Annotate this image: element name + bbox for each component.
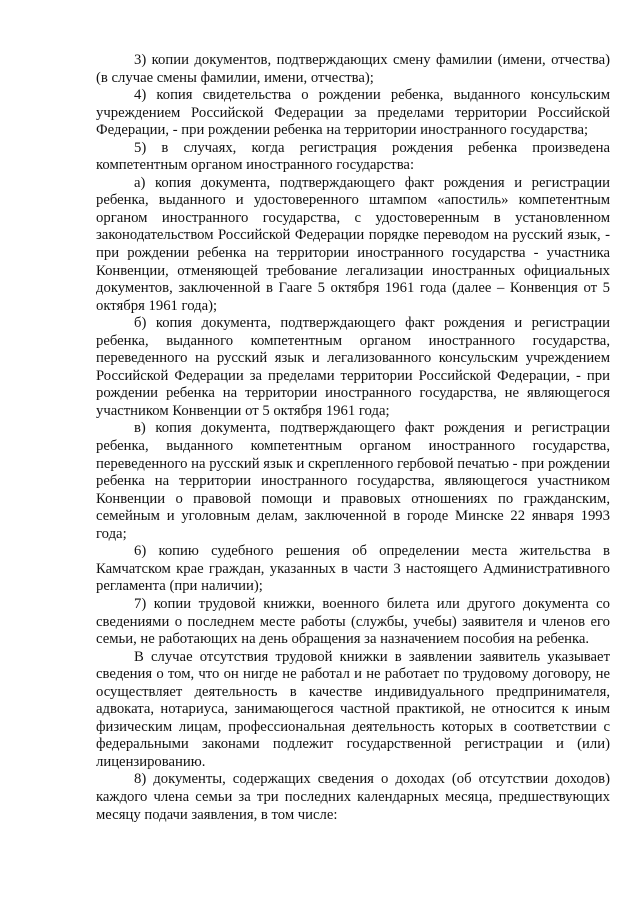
paragraph-item-5: 5) в случаях, когда регистрация рождения ребенка произведена компетентным органом иностранного государства: — [96, 139, 610, 174]
paragraph-item-5a: а) копия документа, подтверждающего факт рождения и регистрации ребенка, выданного и удостоверенного штампом «апостиль» компетентным органом иностранного государства, с удостоверенным в установленном законодательством Российской Федерации порядке переводом на русский язык, - при рождении ребенка на территории иностранного государства - участника Конвенции, отменяющей требование легализации иностранных официальных документов, заключенной в Гааге 5 октября 1961 года (далее – Конвенция от 5 октября 1961 года); — [96, 174, 610, 314]
paragraph-no-labor-book: В случае отсутствия трудовой книжки в заявлении заявитель указывает сведения о том, что он нигде не работал и не работает по трудовому договору, не осуществляет деятельность в качестве индивидуального предпринимателя, адвоката, нотариуса, занимающегося частной практикой, не относится к иным физическим лицам, профессиональная деятельность которых в соответствии с федеральными законами подлежит государственной регистрации и (или) лицензированию. — [96, 648, 610, 770]
paragraph-item-4: 4) копия свидетельства о рождении ребенка, выданного консульским учреждением Российской Федерации за пределами территории Российской Федерации, - при рождении ребенка на территории иностранного государства; — [96, 87, 610, 139]
paragraph-item-6: 6) копию судебного решения об определении места жительства в Камчатском крае граждан, указанных в части 3 настоящего Административного регламента (при наличии); — [96, 543, 610, 595]
paragraph-item-8: 8) документы, содержащих сведения о доходах (об отсутствии доходов) каждого члена семьи за три последних календарных месяца, предшествующих месяцу подачи заявления, в том числе: — [96, 771, 610, 823]
paragraph-item-5v: в) копия документа, подтверждающего факт рождения и регистрации ребенка, выданного компетентным органом иностранного государства, переведенного на русский язык и скрепленного гербовой печатью - при рождении ребенка на территории иностранного государства, являющегося участником Конвенции о правовой помощи и правовых отношениях по гражданским, семейным и уголовным делам, заключенной в городе Минске 22 января 1993 года; — [96, 420, 610, 542]
paragraph-item-3: 3) копии документов, подтверждающих смену фамилии (имени, отчества) (в случае смены фамилии, имени, отчества); — [96, 52, 610, 86]
document-page — [96, 52, 610, 824]
paragraph-item-7: 7) копии трудовой книжки, военного билета или другого документа со сведениями о последнем месте работы (службы, учебы) заявителя и членов его семьи, не работающих на день обращения за назначением пособия на ребенка. — [96, 595, 610, 648]
paragraph-item-5b: б) копия документа, подтверждающего факт рождения и регистрации ребенка, выданного компетентным органом иностранного государства, переведенного на русский язык и легализованного консульским учреждением Российской Федерации за пределами территории Российской Федерации, - при рождении ребенка на территории иностранного государства, не являющегося участником Конвенции от 5 октября 1961 года; — [96, 315, 610, 419]
